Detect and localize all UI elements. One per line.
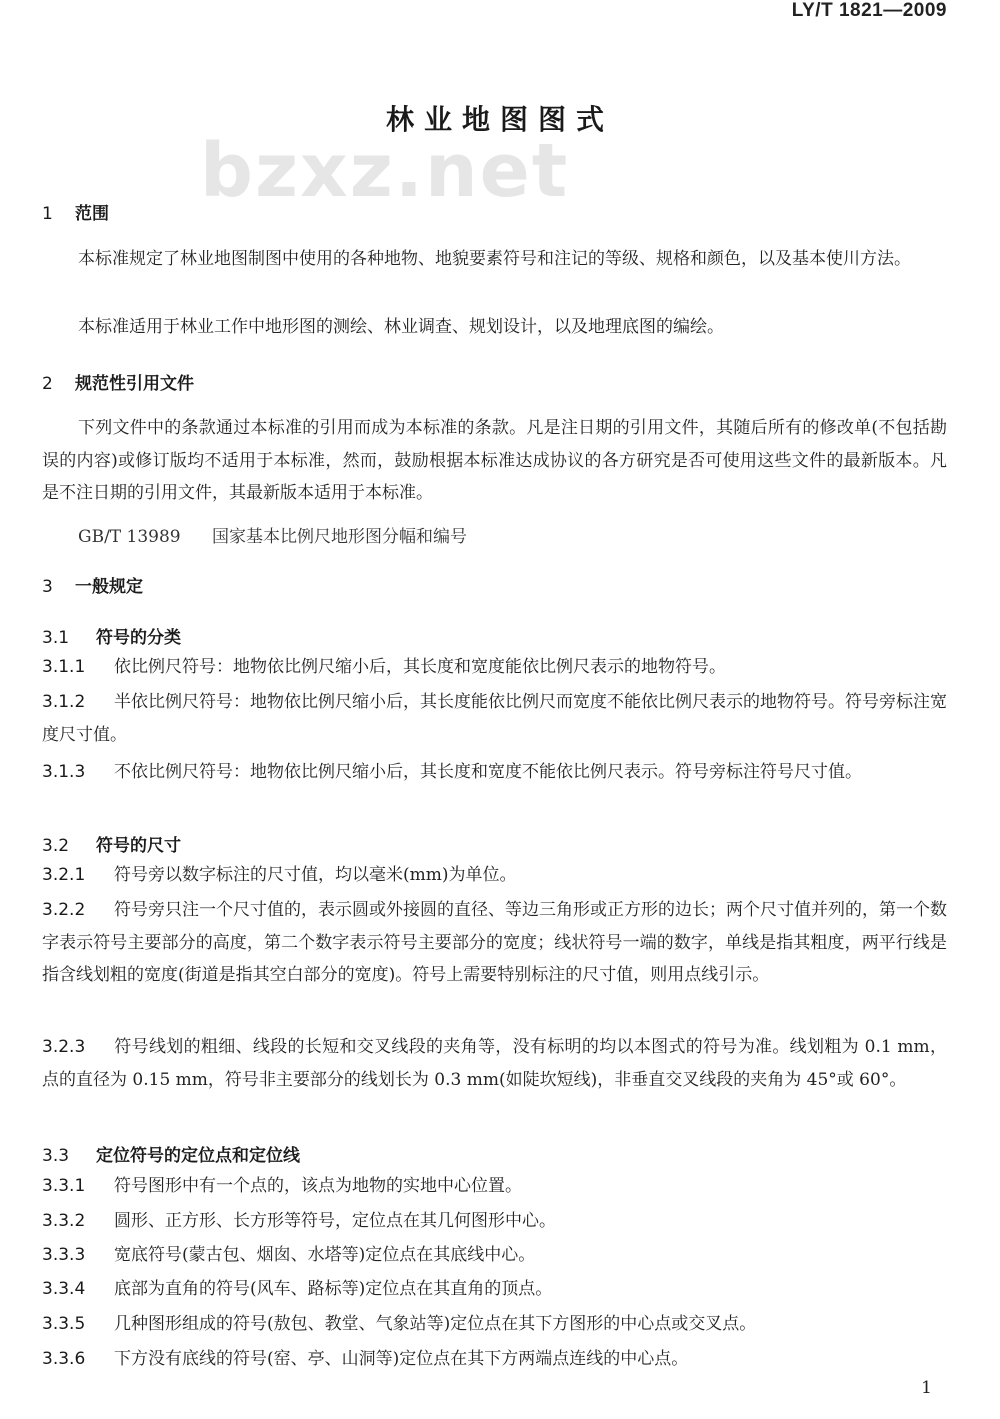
subsection-heading-3-1 — [42, 623, 181, 648]
clause-3-3-2 — [42, 1205, 947, 1238]
clause-number: 3.3.2 — [42, 1211, 86, 1231]
clause-text: 几种图形组成的符号(敖包、教堂、气象站等)定位点在其下方图形的中心点或交叉点。 — [114, 1314, 757, 1334]
clause-3-3-3 — [42, 1239, 947, 1272]
section-heading-1 — [42, 199, 109, 224]
section-number: 1 — [42, 204, 53, 224]
clause-3-3-5 — [42, 1308, 947, 1341]
clause-3-1-2 — [42, 686, 947, 751]
subsection-number: 3.3 — [42, 1146, 70, 1166]
clause-3-3-1 — [42, 1170, 947, 1203]
clause-number: 3.3.5 — [42, 1314, 86, 1334]
clause-3-1-1 — [42, 651, 947, 684]
standard-code: LY/T 1821—2009 — [791, 0, 947, 21]
clause-number: 3.3.1 — [42, 1176, 86, 1196]
subsection-number: 3.2 — [42, 836, 70, 856]
section-title: 规范性引用文件 — [75, 374, 194, 394]
subsection-title: 符号的尺寸 — [96, 836, 181, 856]
reference-item — [78, 522, 467, 547]
clause-3-2-2 — [42, 894, 947, 992]
clause-3-3-4 — [42, 1273, 947, 1306]
clause-number: 3.1.2 — [42, 692, 86, 712]
clause-text: 半依比例尺符号：地物依比例尺缩小后，其长度能依比例尺而宽度不能依比例尺表示的地物符号。符号旁标注宽度尺寸值。 — [42, 692, 947, 745]
clause-number: 3.3.4 — [42, 1279, 86, 1299]
clause-number: 3.3.3 — [42, 1245, 86, 1265]
section-number: 2 — [42, 374, 53, 394]
clause-number: 3.2.1 — [42, 865, 86, 885]
clause-number: 3.3.6 — [42, 1349, 86, 1369]
clause-3-1-3 — [42, 756, 947, 789]
watermark: bzxz.net — [200, 128, 570, 214]
clause-text: 底部为直角的符号(风车、路标等)定位点在其直角的顶点。 — [114, 1279, 553, 1299]
clause-3-2-3 — [42, 1031, 947, 1096]
section-title: 一般规定 — [75, 577, 143, 597]
clause-number: 3.2.2 — [42, 900, 86, 920]
subsection-title: 符号的分类 — [96, 628, 181, 648]
section-number: 3 — [42, 577, 53, 597]
page-number: 1 — [921, 1378, 932, 1398]
clause-text: 符号线划的粗细、线段的长短和交叉线段的夹角等，没有标明的均以本图式的符号为准。线划粗为 0.1 mm，点的直径为 0.15 mm，符号非主要部分的线划长为 0.3 mm(如陡坎短线)，非垂直交叉线段的夹角为 45°或 60°。 — [42, 1037, 947, 1090]
subsection-heading-3-2 — [42, 831, 181, 856]
clause-number: 3.1.1 — [42, 657, 86, 677]
subsection-title: 定位符号的定位点和定位线 — [96, 1146, 300, 1166]
clause-text: 符号旁只注一个尺寸值的，表示圆或外接圆的直径、等边三角形或正方形的边长；两个尺寸值并列的，第一个数字表示符号主要部分的高度，第二个数字表示符号主要部分的宽度；线状符号一端的数字，单线是指其粗度，两平行线是指含线划粗的宽度(街道是指其空白部分的宽度)。符号上需要特别标注的尺寸值，则用点线引示。 — [42, 900, 947, 985]
clause-text: 符号旁以数字标注的尺寸值，均以毫米(mm)为单位。 — [114, 865, 517, 885]
paragraph-scope-1: 本标准规定了林业地图制图中使用的各种地物、地貌要素符号和注记的等级、规格和颜色，以及基本使川方法。 — [78, 249, 911, 269]
reference-title: 国家基本比例尺地形图分幅和编号 — [212, 527, 467, 547]
clause-text: 下方没有底线的符号(窑、亭、山洞等)定位点在其下方两端点连线的中心点。 — [114, 1349, 689, 1369]
section-heading-2 — [42, 369, 194, 394]
section-title: 范围 — [75, 204, 109, 224]
clause-text: 依比例尺符号：地物依比例尺缩小后，其长度和宽度能依比例尺表示的地物符号。 — [114, 657, 726, 677]
section-heading-3 — [42, 572, 143, 597]
page-title: 林业地图图式 — [385, 103, 614, 136]
clause-text: 不依比例尺符号：地物依比例尺缩小后，其长度和宽度不能依比例尺表示。符号旁标注符号尺寸值。 — [114, 762, 862, 782]
paragraph-references: 下列文件中的条款通过本标准的引用而成为本标准的条款。凡是注日期的引用文件，其随后所有的修改单(不包括勘误的内容)或修订版均不适用于本标准，然而，鼓励根据本标准达成协议的各方研究是否可使用这些文件的最新版本。凡是不注日期的引用文件，其最新版本适用于本标准。 — [42, 418, 947, 503]
subsection-heading-3-3 — [42, 1141, 300, 1166]
clause-3-3-6 — [42, 1343, 947, 1376]
clause-text: 宽底符号(蒙古包、烟囱、水塔等)定位点在其底线中心。 — [114, 1245, 536, 1265]
clause-text: 圆形、正方形、长方形等符号，定位点在其几何图形中心。 — [114, 1211, 556, 1231]
clause-text: 符号图形中有一个点的，该点为地物的实地中心位置。 — [114, 1176, 522, 1196]
clause-3-2-1 — [42, 859, 947, 892]
reference-code: GB/T 13989 — [78, 527, 181, 547]
clause-number: 3.2.3 — [42, 1037, 86, 1057]
subsection-number: 3.1 — [42, 628, 70, 648]
paragraph-scope-2: 本标准适用于林业工作中地形图的测绘、林业调查、规划设计，以及地理底图的编绘。 — [78, 317, 724, 337]
clause-number: 3.1.3 — [42, 762, 86, 782]
